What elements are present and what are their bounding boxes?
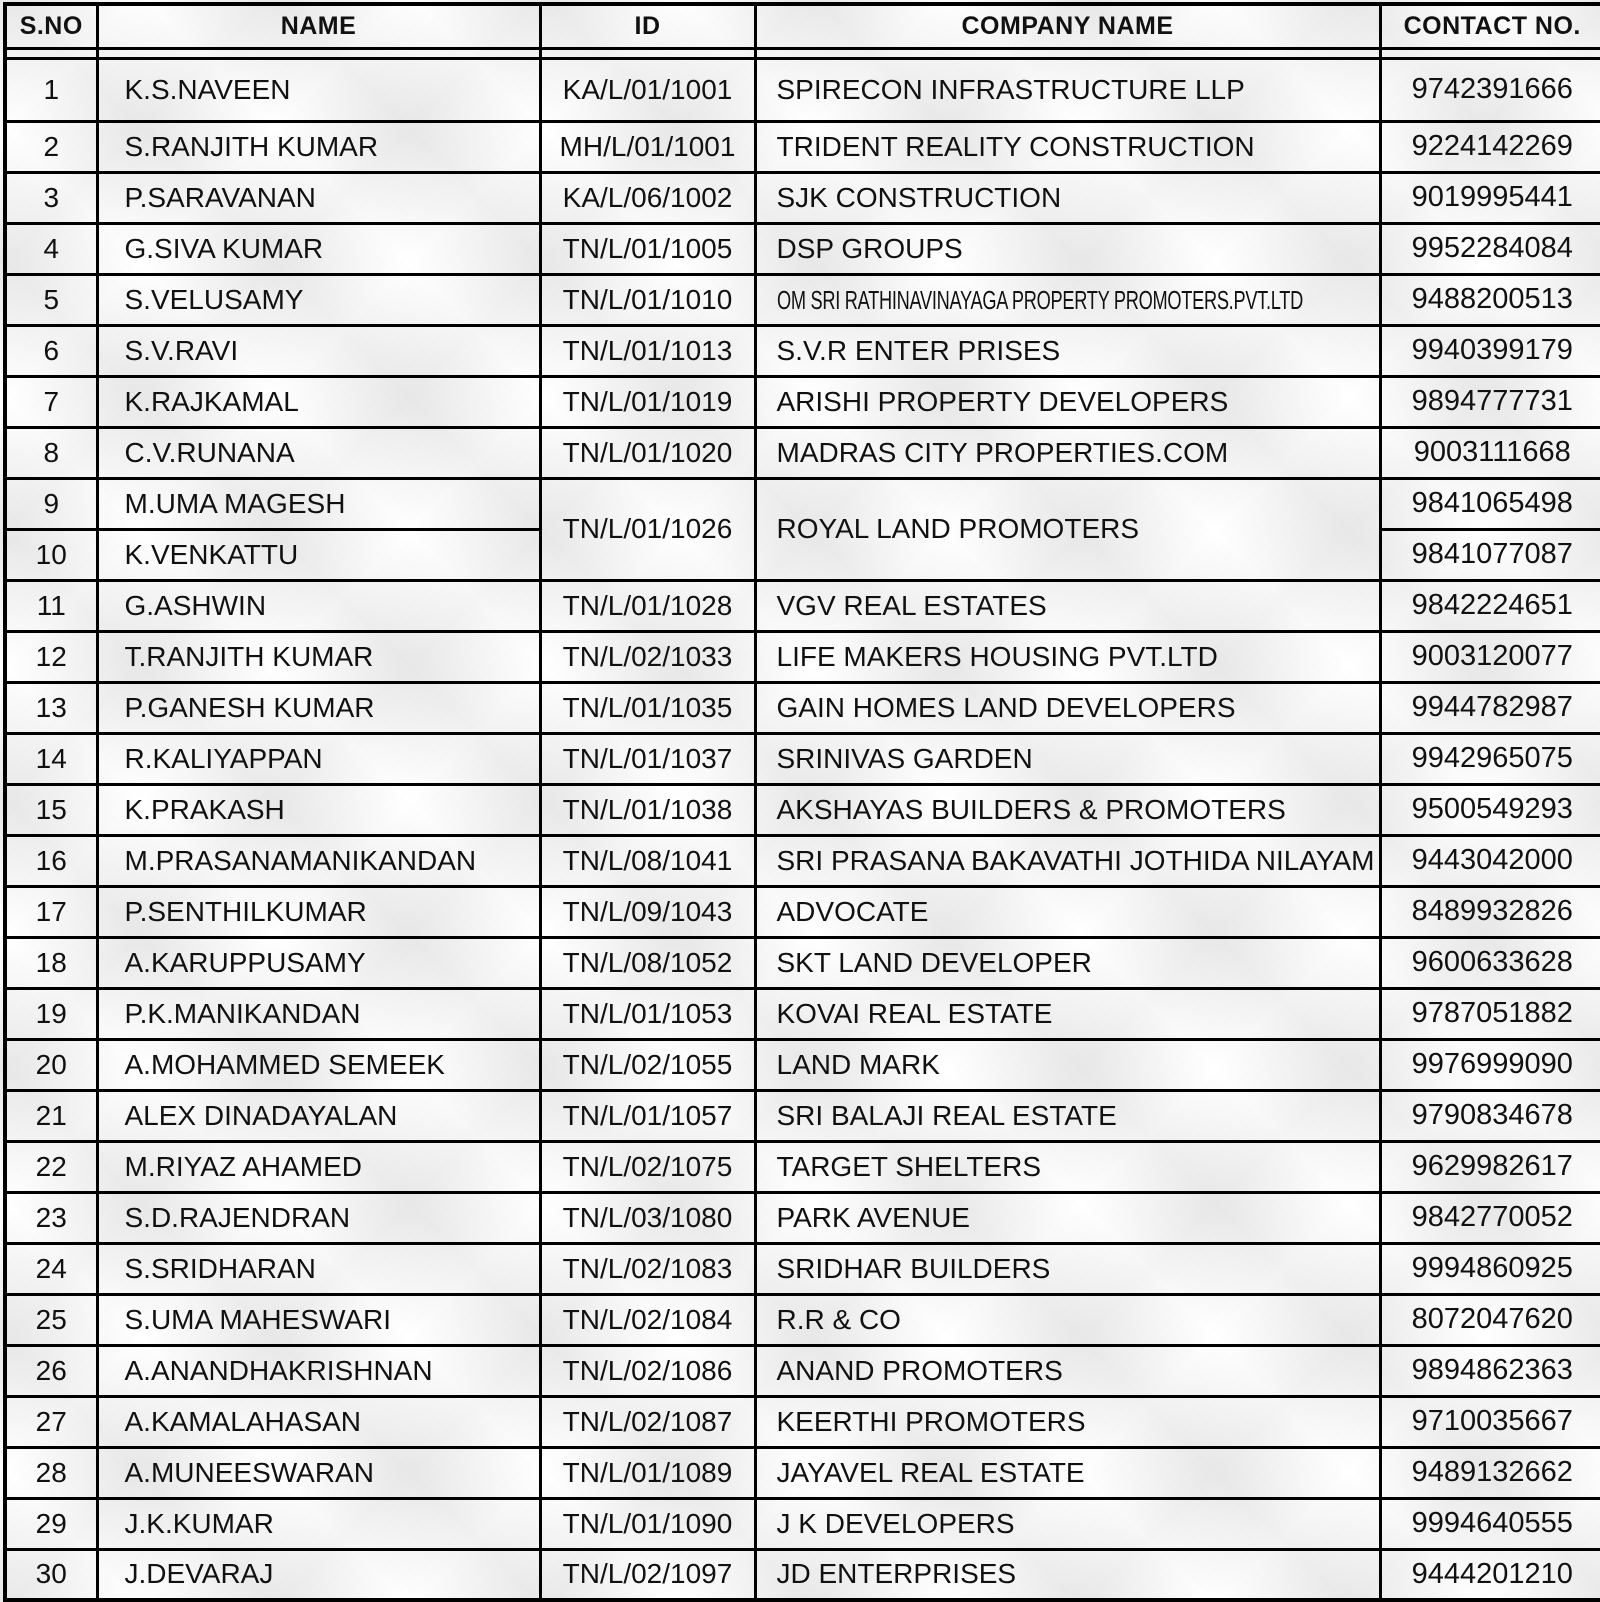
cell-member-name: R.KALIYAPPAN: [97, 733, 540, 784]
company-name-text: J K DEVELOPERS: [776, 1507, 1015, 1539]
cell-member-id: TN/L/02/1055: [540, 1039, 755, 1090]
header-gap-row: [5, 48, 1600, 58]
cell-company-name: [755, 1549, 1380, 1600]
cell-company-name: [755, 427, 1380, 478]
company-name-text: OM SRI RATHINAVINAYAGA PROPERTY PROMOTERS.PVT.LTD: [776, 284, 1303, 315]
cell-company-name: [755, 121, 1380, 172]
cell-member-id: KA/L/06/1002: [540, 172, 755, 223]
cell-contact-number: 9842224651: [1380, 580, 1600, 631]
cell-contact-number: 8072047620: [1380, 1294, 1600, 1345]
table-row: [5, 121, 1600, 172]
table-row: [5, 1141, 1600, 1192]
cell-serial-number: 2: [5, 121, 97, 172]
cell-serial-number: 5: [5, 274, 97, 325]
cell-member-name: T.RANJITH KUMAR: [97, 631, 540, 682]
company-name-text: ROYAL LAND PROMOTERS: [776, 513, 1140, 544]
table-row: [5, 376, 1600, 427]
cell-serial-number: 30: [5, 1549, 97, 1600]
cell-company-name: [755, 580, 1380, 631]
cell-member-id: TN/L/02/1084: [540, 1294, 755, 1345]
cell-member-name: A.MOHAMMED SEMEEK: [97, 1039, 540, 1090]
cell-serial-number: 18: [5, 937, 97, 988]
table-row: [5, 325, 1600, 376]
cell-serial-number: 29: [5, 1498, 97, 1549]
cell-contact-number: 9790834678: [1380, 1090, 1600, 1141]
cell-company-name: [755, 1447, 1380, 1498]
cell-member-name: G.ASHWIN: [97, 580, 540, 631]
cell-contact-number: 9976999090: [1380, 1039, 1600, 1090]
cell-member-name: A.KAMALAHASAN: [97, 1396, 540, 1447]
cell-serial-number: 17: [5, 886, 97, 937]
cell-member-id: TN/L/02/1033: [540, 631, 755, 682]
cell-company-name: [755, 937, 1380, 988]
cell-member-id: TN/L/01/1026: [540, 478, 755, 580]
cell-member-name: P.GANESH KUMAR: [97, 682, 540, 733]
cell-company-name: [755, 682, 1380, 733]
cell-contact-number: 9894862363: [1380, 1345, 1600, 1396]
table-row: [5, 223, 1600, 274]
header-gap-cell: [5, 48, 97, 58]
column-header-sno: S.NO: [5, 4, 97, 48]
cell-company-name: [755, 631, 1380, 682]
cell-serial-number: 21: [5, 1090, 97, 1141]
company-name-text: SRIDHAR BUILDERS: [776, 1252, 1051, 1284]
table-row: [5, 1498, 1600, 1549]
cell-serial-number: 9: [5, 478, 97, 529]
cell-contact-number: 9841065498: [1380, 478, 1600, 529]
company-name-text: MADRAS CITY PROPERTIES.COM: [776, 436, 1229, 468]
cell-member-id: TN/L/02/1083: [540, 1243, 755, 1294]
cell-serial-number: 27: [5, 1396, 97, 1447]
table-row: [5, 172, 1600, 223]
cell-member-name: S.VELUSAMY: [97, 274, 540, 325]
header-gap-cell: [755, 48, 1380, 58]
cell-serial-number: 4: [5, 223, 97, 274]
cell-serial-number: 6: [5, 325, 97, 376]
column-header-name: NAME: [97, 4, 540, 48]
cell-serial-number: 12: [5, 631, 97, 682]
company-name-text: AKSHAYAS BUILDERS & PROMOTERS: [776, 793, 1286, 825]
company-name-text: ADVOCATE: [776, 895, 929, 927]
cell-member-name: K.VENKATTU: [97, 529, 540, 580]
cell-contact-number: 9019995441: [1380, 172, 1600, 223]
cell-member-id: TN/L/02/1075: [540, 1141, 755, 1192]
cell-company-name: [755, 1294, 1380, 1345]
cell-member-id: TN/L/01/1037: [540, 733, 755, 784]
company-name-text: JD ENTERPRISES: [776, 1558, 1017, 1590]
table-row: [5, 835, 1600, 886]
cell-company-name: [755, 886, 1380, 937]
company-name-text: R.R & CO: [776, 1303, 901, 1335]
table-row: [5, 427, 1600, 478]
cell-member-name: A.MUNEESWARAN: [97, 1447, 540, 1498]
company-name-text: ARISHI PROPERTY DEVELOPERS: [776, 385, 1229, 417]
cell-company-name: [755, 1396, 1380, 1447]
cell-member-id: TN/L/02/1087: [540, 1396, 755, 1447]
header-gap-cell: [1380, 48, 1600, 58]
company-name-text: LIFE MAKERS HOUSING PVT.LTD: [776, 640, 1218, 672]
cell-serial-number: 22: [5, 1141, 97, 1192]
cell-member-name: P.SARAVANAN: [97, 172, 540, 223]
column-header-company: COMPANY NAME: [755, 4, 1380, 48]
table-row: [5, 886, 1600, 937]
cell-member-id: TN/L/01/1005: [540, 223, 755, 274]
table-row: [5, 1090, 1600, 1141]
table-row: [5, 1447, 1600, 1498]
cell-member-id: TN/L/01/1038: [540, 784, 755, 835]
cell-member-name: K.S.NAVEEN: [97, 58, 540, 121]
cell-serial-number: 10: [5, 529, 97, 580]
cell-serial-number: 8: [5, 427, 97, 478]
cell-contact-number: 9894777731: [1380, 376, 1600, 427]
cell-member-name: A.KARUPPUSAMY: [97, 937, 540, 988]
cell-company-name: [755, 274, 1380, 325]
company-name-text: KEERTHI PROMOTERS: [776, 1405, 1086, 1437]
cell-contact-number: 8489932826: [1380, 886, 1600, 937]
cell-serial-number: 26: [5, 1345, 97, 1396]
cell-serial-number: 19: [5, 988, 97, 1039]
cell-member-id: TN/L/01/1028: [540, 580, 755, 631]
cell-contact-number: 9710035667: [1380, 1396, 1600, 1447]
cell-company-name: [755, 478, 1380, 580]
cell-member-name: S.RANJITH KUMAR: [97, 121, 540, 172]
cell-company-name: [755, 1498, 1380, 1549]
cell-member-name: ALEX DINADAYALAN: [97, 1090, 540, 1141]
cell-serial-number: 7: [5, 376, 97, 427]
cell-serial-number: 14: [5, 733, 97, 784]
cell-contact-number: 9444201210: [1380, 1549, 1600, 1600]
cell-serial-number: 25: [5, 1294, 97, 1345]
cell-serial-number: 1: [5, 58, 97, 121]
cell-member-name: J.K.KUMAR: [97, 1498, 540, 1549]
table-row: [5, 274, 1600, 325]
company-name-text: SKT LAND DEVELOPER: [776, 946, 1092, 978]
cell-contact-number: 9742391666: [1380, 58, 1600, 121]
table-header: [5, 4, 1600, 48]
table-row: [5, 1549, 1600, 1600]
cell-member-name: S.SRIDHARAN: [97, 1243, 540, 1294]
company-name-text: SRI BALAJI REAL ESTATE: [776, 1099, 1117, 1131]
cell-company-name: [755, 1039, 1380, 1090]
cell-contact-number: 9787051882: [1380, 988, 1600, 1039]
company-name-text: KOVAI REAL ESTATE: [776, 997, 1053, 1029]
cell-member-id: TN/L/01/1010: [540, 274, 755, 325]
cell-company-name: [755, 325, 1380, 376]
table-row: [5, 784, 1600, 835]
cell-member-name: A.ANANDHAKRISHNAN: [97, 1345, 540, 1396]
cell-contact-number: 9500549293: [1380, 784, 1600, 835]
cell-member-name: M.UMA MAGESH: [97, 478, 540, 529]
cell-member-id: TN/L/08/1052: [540, 937, 755, 988]
company-name-text: S.V.R ENTER PRISES: [776, 334, 1061, 366]
table-row: [5, 1396, 1600, 1447]
column-header-contact: CONTACT NO.: [1380, 4, 1600, 48]
cell-member-name: J.DEVARAJ: [97, 1549, 540, 1600]
cell-member-id: TN/L/01/1090: [540, 1498, 755, 1549]
cell-contact-number: 9443042000: [1380, 835, 1600, 886]
cell-contact-number: 9994640555: [1380, 1498, 1600, 1549]
cell-contact-number: 9003120077: [1380, 631, 1600, 682]
cell-contact-number: 9944782987: [1380, 682, 1600, 733]
cell-serial-number: 3: [5, 172, 97, 223]
table-body: [5, 48, 1600, 1600]
cell-contact-number: 9842770052: [1380, 1192, 1600, 1243]
company-name-text: SJK CONSTRUCTION: [776, 181, 1062, 213]
header-gap-cell: [540, 48, 755, 58]
cell-member-name: K.PRAKASH: [97, 784, 540, 835]
cell-contact-number: 9224142269: [1380, 121, 1600, 172]
cell-company-name: [755, 1243, 1380, 1294]
cell-company-name: [755, 1192, 1380, 1243]
cell-company-name: [755, 1345, 1380, 1396]
table-row: [5, 937, 1600, 988]
cell-member-name: S.D.RAJENDRAN: [97, 1192, 540, 1243]
company-name-text: SRINIVAS GARDEN: [776, 742, 1033, 774]
cell-member-name: M.RIYAZ AHAMED: [97, 1141, 540, 1192]
company-name-text: LAND MARK: [776, 1048, 940, 1080]
table-row: [5, 1039, 1600, 1090]
company-name-text: VGV REAL ESTATES: [776, 589, 1047, 621]
cell-member-id: TN/L/01/1057: [540, 1090, 755, 1141]
cell-serial-number: 20: [5, 1039, 97, 1090]
cell-contact-number: 9629982617: [1380, 1141, 1600, 1192]
cell-contact-number: 9841077087: [1380, 529, 1600, 580]
company-name-text: PARK AVENUE: [776, 1201, 970, 1233]
company-name-text: SPIRECON INFRASTRUCTURE LLP: [776, 73, 1245, 105]
cell-company-name: [755, 376, 1380, 427]
table-row: [5, 478, 1600, 529]
company-name-text: DSP GROUPS: [776, 232, 963, 264]
cell-serial-number: 13: [5, 682, 97, 733]
cell-company-name: [755, 733, 1380, 784]
table-row: [5, 1243, 1600, 1294]
page: [0, 2, 1600, 1600]
company-name-text: JAYAVEL REAL ESTATE: [776, 1456, 1085, 1488]
table-row: [5, 1294, 1600, 1345]
company-name-text: GAIN HOMES LAND DEVELOPERS: [776, 691, 1236, 723]
cell-member-id: TN/L/01/1019: [540, 376, 755, 427]
table-row: [5, 1192, 1600, 1243]
cell-member-id: TN/L/01/1020: [540, 427, 755, 478]
table-row: [5, 988, 1600, 1039]
cell-contact-number: 9940399179: [1380, 325, 1600, 376]
table-row: [5, 631, 1600, 682]
table-row: [5, 580, 1600, 631]
cell-member-id: TN/L/02/1097: [540, 1549, 755, 1600]
cell-member-id: TN/L/01/1013: [540, 325, 755, 376]
cell-member-id: KA/L/01/1001: [540, 58, 755, 121]
cell-member-name: G.SIVA KUMAR: [97, 223, 540, 274]
cell-serial-number: 15: [5, 784, 97, 835]
cell-company-name: [755, 1090, 1380, 1141]
cell-company-name: [755, 172, 1380, 223]
cell-member-name: K.RAJKAMAL: [97, 376, 540, 427]
cell-member-name: C.V.RUNANA: [97, 427, 540, 478]
table-row: [5, 1345, 1600, 1396]
cell-member-id: TN/L/02/1086: [540, 1345, 755, 1396]
cell-member-id: TN/L/08/1041: [540, 835, 755, 886]
cell-member-name: P.K.MANIKANDAN: [97, 988, 540, 1039]
cell-serial-number: 24: [5, 1243, 97, 1294]
company-name-text: ANAND PROMOTERS: [776, 1354, 1063, 1386]
cell-contact-number: 9003111668: [1380, 427, 1600, 478]
cell-member-id: TN/L/09/1043: [540, 886, 755, 937]
cell-contact-number: 9600633628: [1380, 937, 1600, 988]
cell-contact-number: 9488200513: [1380, 274, 1600, 325]
table-row: [5, 682, 1600, 733]
cell-member-name: S.UMA MAHESWARI: [97, 1294, 540, 1345]
cell-member-id: TN/L/01/1089: [540, 1447, 755, 1498]
cell-member-id: MH/L/01/1001: [540, 121, 755, 172]
cell-member-id: TN/L/03/1080: [540, 1192, 755, 1243]
table-row: [5, 58, 1600, 121]
cell-member-name: P.SENTHILKUMAR: [97, 886, 540, 937]
cell-company-name: [755, 835, 1380, 886]
cell-serial-number: 23: [5, 1192, 97, 1243]
cell-serial-number: 11: [5, 580, 97, 631]
cell-contact-number: 9994860925: [1380, 1243, 1600, 1294]
cell-member-id: TN/L/01/1053: [540, 988, 755, 1039]
header-gap-cell: [97, 48, 540, 58]
cell-company-name: [755, 1141, 1380, 1192]
member-directory-table: [3, 2, 1600, 1602]
cell-member-name: S.V.RAVI: [97, 325, 540, 376]
cell-member-name: M.PRASANAMANIKANDAN: [97, 835, 540, 886]
header-row: [5, 4, 1600, 48]
cell-serial-number: 28: [5, 1447, 97, 1498]
cell-contact-number: 9952284084: [1380, 223, 1600, 274]
company-name-text: TARGET SHELTERS: [776, 1150, 1041, 1182]
cell-serial-number: 16: [5, 835, 97, 886]
cell-company-name: [755, 988, 1380, 1039]
column-header-id: ID: [540, 4, 755, 48]
cell-company-name: [755, 223, 1380, 274]
cell-company-name: [755, 784, 1380, 835]
cell-company-name: [755, 58, 1380, 121]
cell-member-id: TN/L/01/1035: [540, 682, 755, 733]
table-row: [5, 733, 1600, 784]
company-name-text: SRI PRASANA BAKAVATHI JOTHIDA NILAYAM: [776, 844, 1375, 876]
company-name-text: TRIDENT REALITY CONSTRUCTION: [776, 130, 1255, 162]
cell-contact-number: 9489132662: [1380, 1447, 1600, 1498]
cell-contact-number: 9942965075: [1380, 733, 1600, 784]
